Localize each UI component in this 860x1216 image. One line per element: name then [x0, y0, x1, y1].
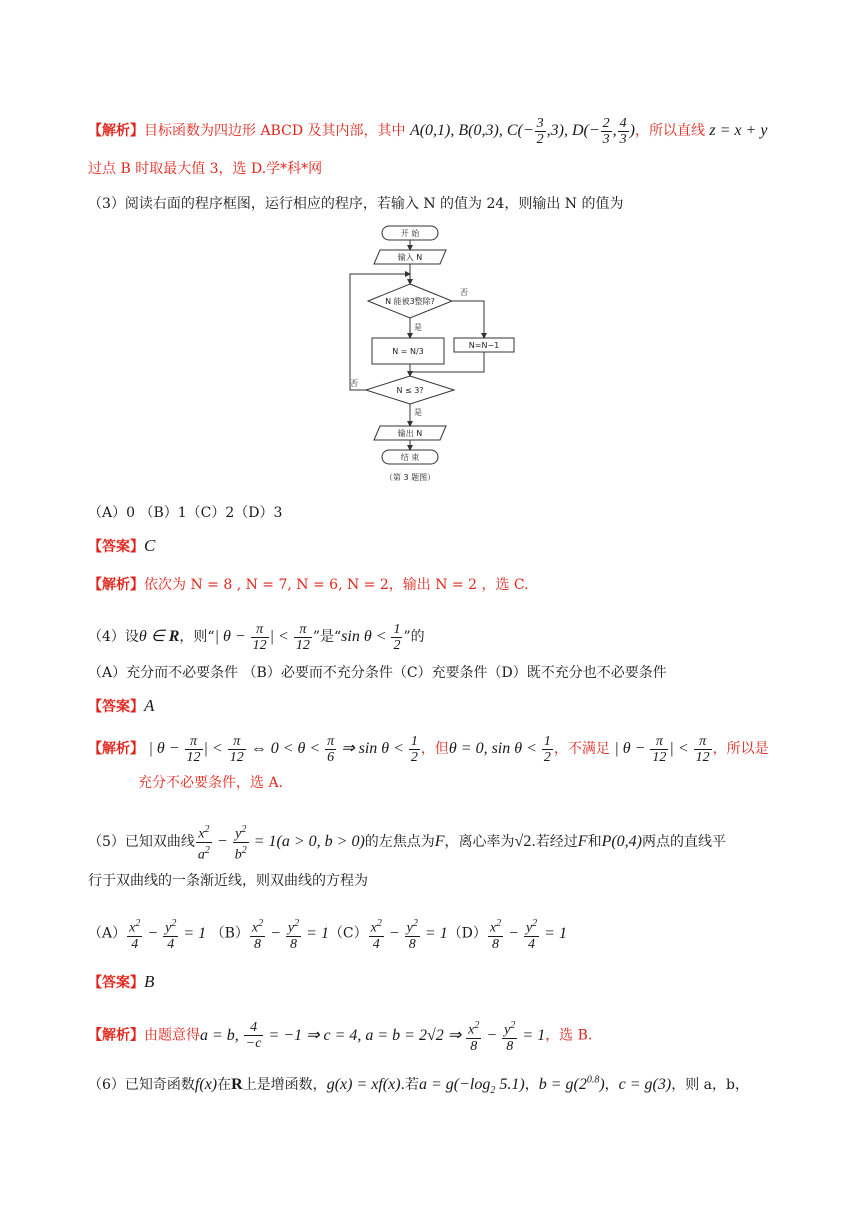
flow-assign1-text: N = N/3 — [392, 347, 424, 356]
q3-analysis: 依次为 N = 8 , N = 7, N = 6, N = 2，输出 N = 2 ，选 C. — [144, 577, 529, 593]
answer-tag: 【答案】 — [88, 699, 144, 715]
flow-no-label-1: 否 — [460, 288, 468, 297]
program-flowchart — [340, 222, 520, 490]
analysis-tag: 【解析】 — [88, 123, 144, 140]
q2-analysis-text: 目标函数为四边形 ABCD 及其内部，其中 — [144, 123, 406, 140]
q4-analysis-line1: 【解析】 | θ − $\frac{\pi}{12}$ | < $\frac{\pi}{12}$ ⇔ 0 < θ < $\frac{\pi}{6}$ ⇒ sin θ < $\frac{1}{2}$ ，但θ = 0, sin θ < $\frac{1}{2}$ ，不满足 | θ − $\frac{\pi}{12}$ | < $\frac{\pi}{12}$ ，所以是 — [88, 734, 769, 765]
q2-analysis-text-b: ，所以直线 — [634, 123, 705, 140]
q3-answer: C — [144, 536, 156, 555]
q4-choices: （A）充分而不必要条件 （B）必要而不充分条件（C）充要条件（D）既不充分也不必要条件 — [88, 665, 667, 681]
flow-caption: （第 3 题图） — [384, 473, 436, 482]
flow-assign2-text: N=N−1 — [468, 341, 500, 350]
q5-answer-line — [88, 972, 154, 992]
flow-cond2-text: N ≤ 3? — [396, 386, 424, 395]
q3-analysis-line — [88, 574, 529, 594]
q4-answer-line — [88, 696, 154, 716]
q2-points: A(0,1), B(0,3), C(− $\frac{3}{2}$ ,3), D(− $\frac{2}{3}$ , $\frac{4}{3}$ ) — [409, 116, 635, 147]
q5-answer: B — [144, 972, 155, 991]
answer-tag: 【答案】 — [88, 539, 144, 555]
q4-answer: A — [144, 696, 155, 715]
q3-choices: （A）0 （B）1（C）2（D）3 — [88, 505, 283, 521]
flow-input-text: 输入 N — [397, 253, 423, 262]
answer-tag: 【答案】 — [88, 975, 144, 991]
q3-answer-line — [88, 536, 155, 556]
q5-analysis-line: 【解析】由题意得a = b, $\frac{4}{-c}$ = −1 ⇒ c = 4, a = b = 2√2 ⇒ $\frac{x^2}{8}$ − $\frac{y^2}{8}$ = 1，选 B. — [88, 1020, 593, 1054]
q3-stem: （3）阅读右面的程序框图，运行相应的程序，若输入 N 的值为 24，则输出 N 的值为 — [88, 196, 624, 212]
analysis-tag: 【解析】 — [88, 741, 144, 758]
analysis-tag: 【解析】 — [88, 577, 144, 593]
q2-analysis-line2: 过点 B 时取最大值 3，选 D.学*科*网 — [88, 161, 323, 177]
q4-analysis-line2: 充分不必要条件，选 A. — [138, 775, 284, 791]
analysis-tag: 【解析】 — [88, 1027, 144, 1044]
q4-stem: （4）设θ ∈ R，则“| θ − $\frac{\pi}{12}$ | < $\frac{\pi}{12}$ ”是“sin θ < $\frac{1}{2}$ ”的 — [88, 622, 425, 653]
flow-end-text: 结 束 — [400, 453, 420, 462]
q2-objective: z = x + y — [709, 122, 768, 140]
q5-choices: （A） $\frac{x^2}{4}$ − $\frac{y^2}{4}$ = 1 （B） $\frac{x^2}{8}$ − $\frac{y^2}{8}$ = 1（C） $\frac{x^2}{4}$ − $\frac{y^2}{8}$ = 1（D） $\frac{x^2}{8}$ − $\frac{y^2}{4}$ = 1 — [88, 918, 567, 952]
flow-yes-label-1: 是 — [414, 323, 422, 332]
q6-stem: （6）已知奇函数f(x)在R上是增函数，g(x) = xf(x).若$a = g(-\log_2$ 5.1)，$b = g(2^{0.8})$，c = g(3)，则 a，b， — [88, 1074, 749, 1097]
q5-stem-line2: 行于双曲线的一条渐近线，则双曲线的方程为 — [88, 873, 368, 889]
q2-analysis-line1 — [88, 116, 767, 147]
flow-start-text: 开 始 — [400, 229, 420, 238]
flow-cond1-text: N 能被3整除? — [385, 297, 435, 306]
flow-no-label-2: 否 — [350, 379, 358, 388]
flow-output-text: 输出 N — [397, 429, 423, 438]
q5-stem-line1: （5）已知双曲线 $\frac{x^2}{a^2}$ − $\frac{y^2}{b^2}$ = 1(a > 0, b > 0)的左焦点为F，离心率为√2.若经过F和P(0,4)两点的直线平 — [88, 824, 726, 863]
flow-yes-label-2: 是 — [414, 408, 422, 417]
